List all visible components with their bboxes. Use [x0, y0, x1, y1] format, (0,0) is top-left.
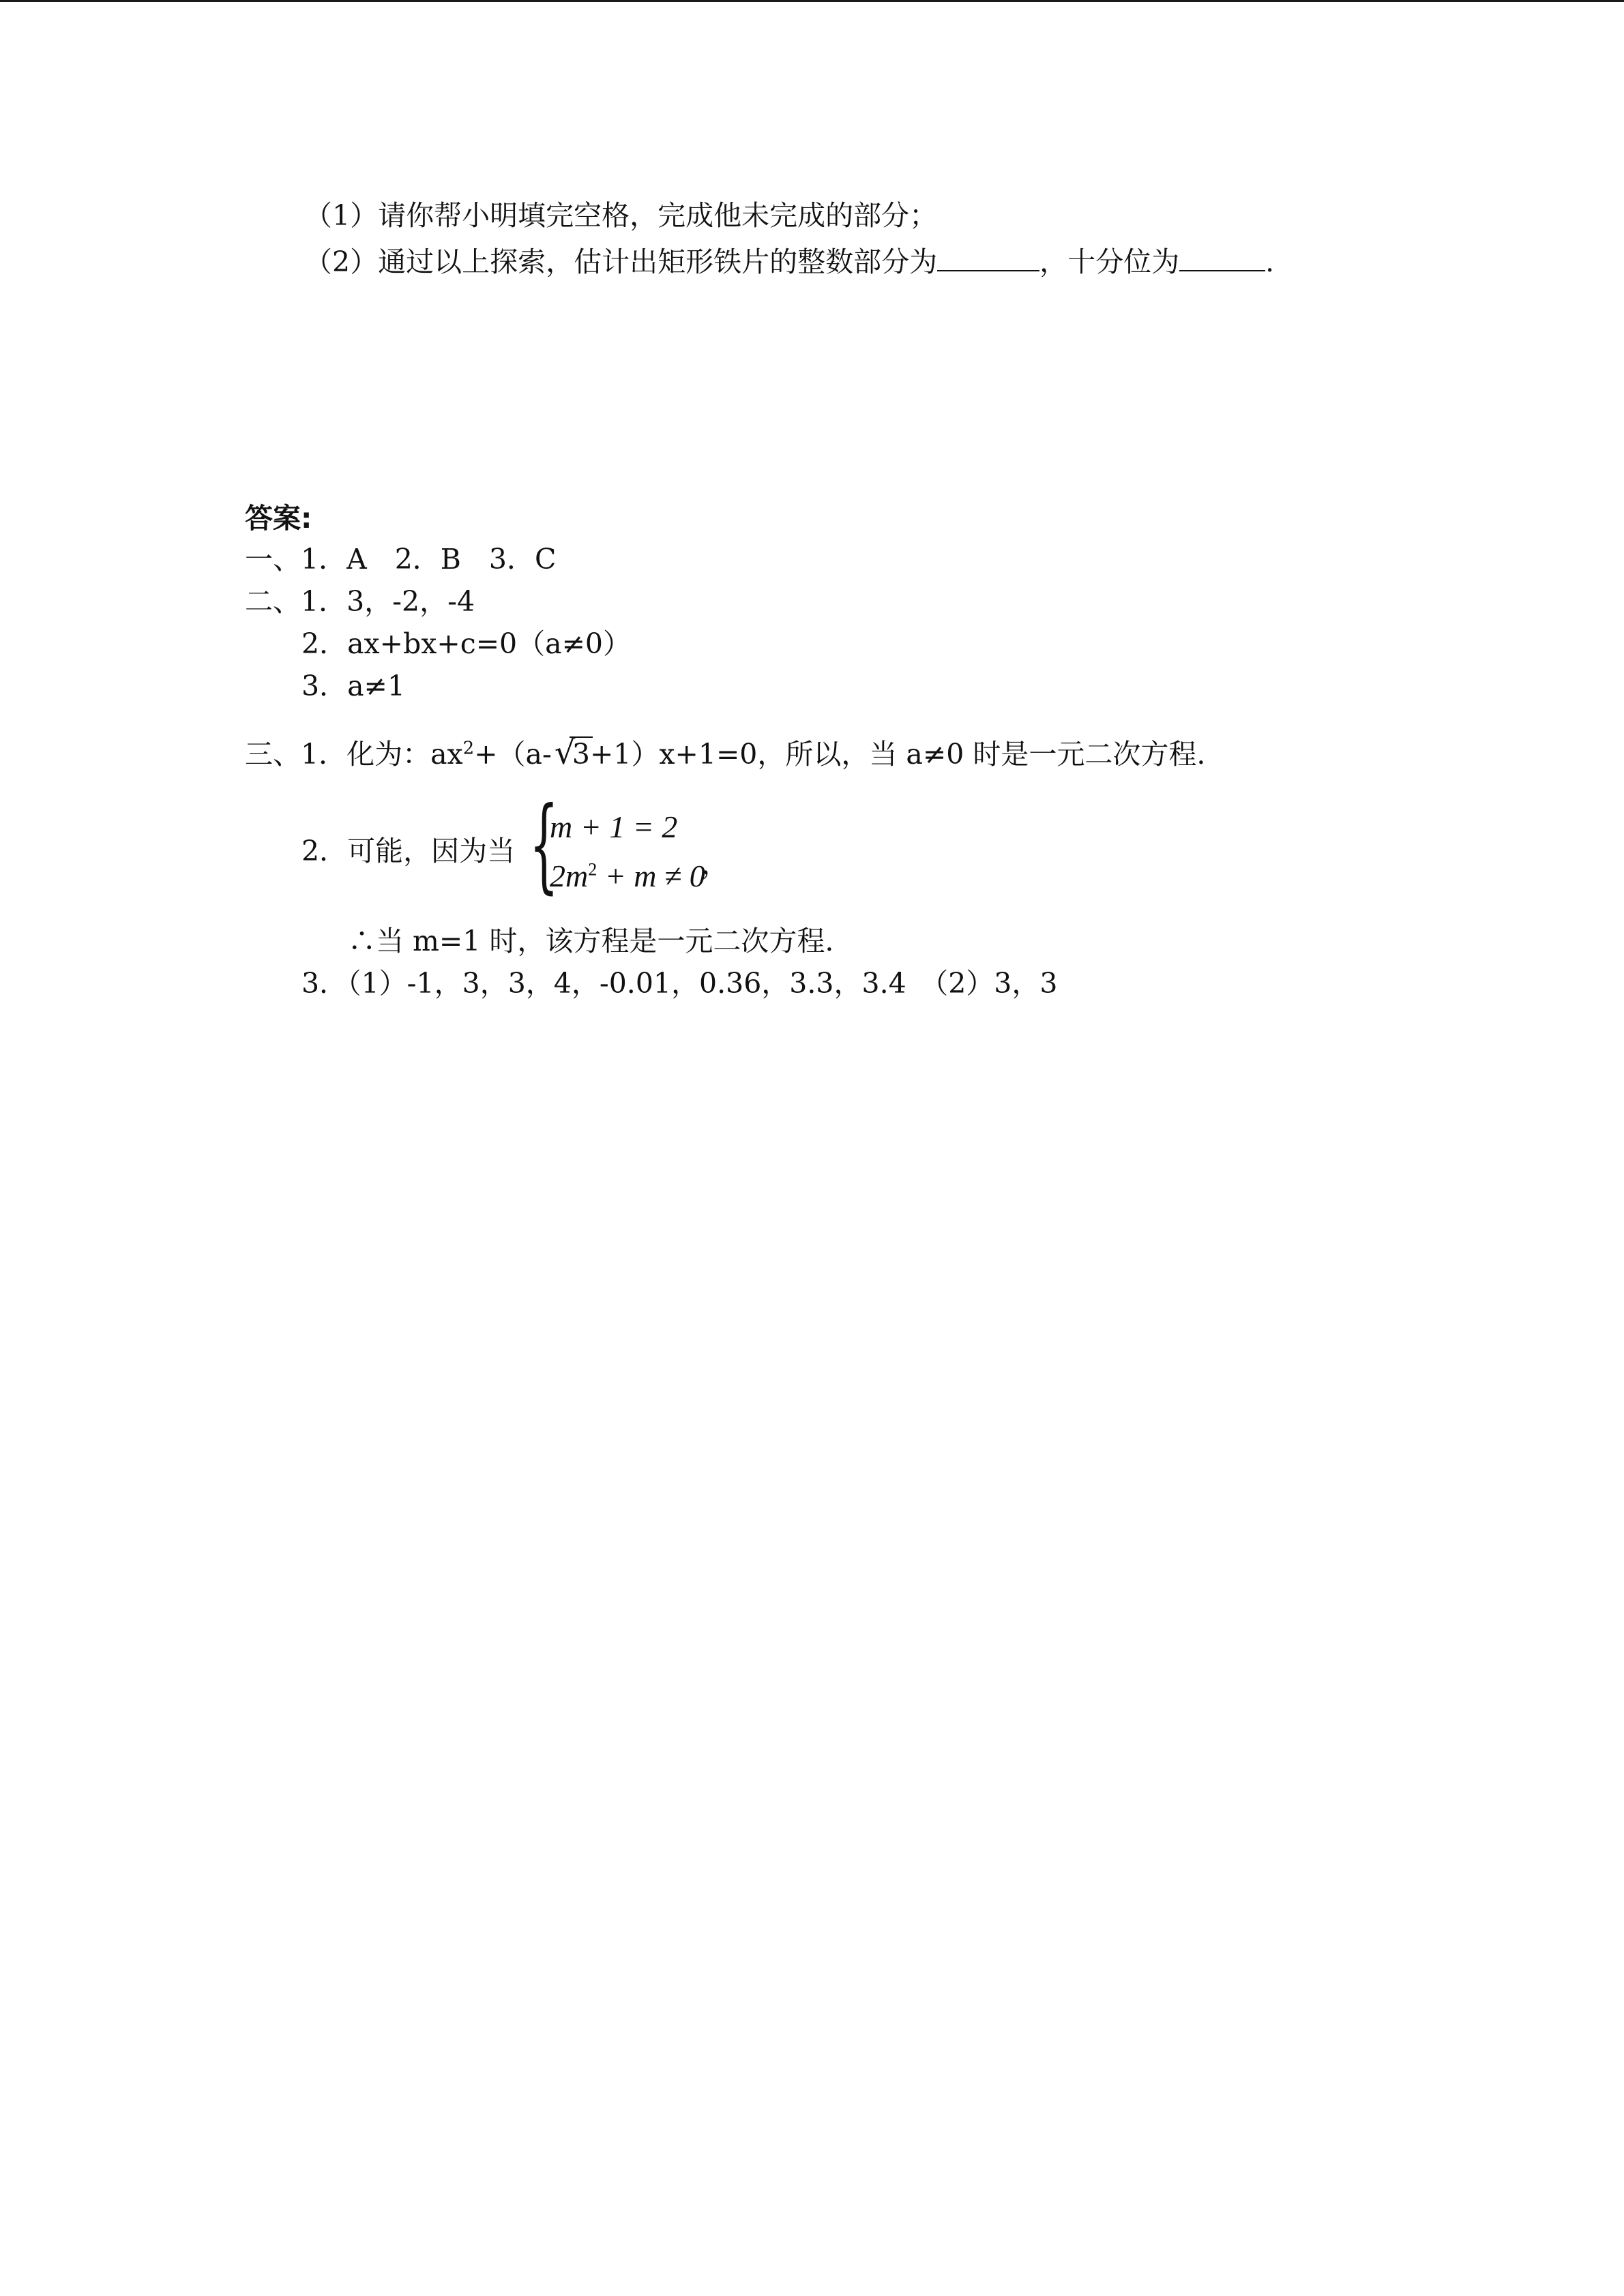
answer-section-2-item-1: 二、1．3，-2，-4: [245, 585, 475, 618]
answer-section-3-item-3: 3．（1）-1，3，3，4，-0.01，0.36，3.3，3.4 （2）3，3: [301, 967, 1058, 1000]
radical-bar: [570, 736, 593, 738]
square-root: [554, 734, 590, 772]
s3-1-exponent: 2: [462, 738, 475, 759]
s3-1-prefix: 三、1．化为：ax: [245, 738, 463, 771]
s3-1-mid: +（a-: [474, 738, 552, 771]
q2-text-end: .: [1265, 245, 1275, 278]
answer-section-2-item-2: 2．ax+bx+c=0（a≠0）: [301, 627, 632, 660]
answer-section-3-conclusion: ∴当 m=1 时，该方程是一元二次方程.: [348, 925, 834, 957]
answers-title: 答案:: [245, 502, 312, 535]
answer-section-3-item-2: 2．可能，因为当: [301, 835, 516, 867]
question-part-2: [304, 245, 1274, 279]
equation-1: m + 1 = 2: [550, 809, 678, 844]
q2-text-b: ，十分位为: [1039, 245, 1180, 278]
radicand: 3: [572, 738, 590, 771]
s3-1-suffix: +1）x+1=0，所以，当 a≠0 时是一元二次方程.: [589, 738, 1206, 771]
answer-section-2-item-3: 3．a≠1: [301, 670, 405, 702]
q2-text-a: （2）通过以上探索，估计出矩形铁片的整数部分为: [304, 245, 938, 278]
equation-2: $2m^2 + m \ne 0$: [550, 859, 705, 893]
radical-sign-icon: √: [554, 734, 576, 772]
left-brace-icon: {: [529, 786, 559, 904]
answer-section-1: 一、1．A 2．B 3．C: [245, 543, 557, 576]
answer-blank-integer-part[interactable]: [937, 247, 1039, 271]
page-top-border: [0, 0, 1624, 2]
system-comma: ，: [701, 848, 729, 880]
question-part-1: （1）请你帮小明填完空格，完成他未完成的部分；: [304, 199, 938, 232]
answer-section-3-item-1: [245, 734, 1206, 772]
answer-blank-tenths-digit[interactable]: [1179, 247, 1265, 271]
